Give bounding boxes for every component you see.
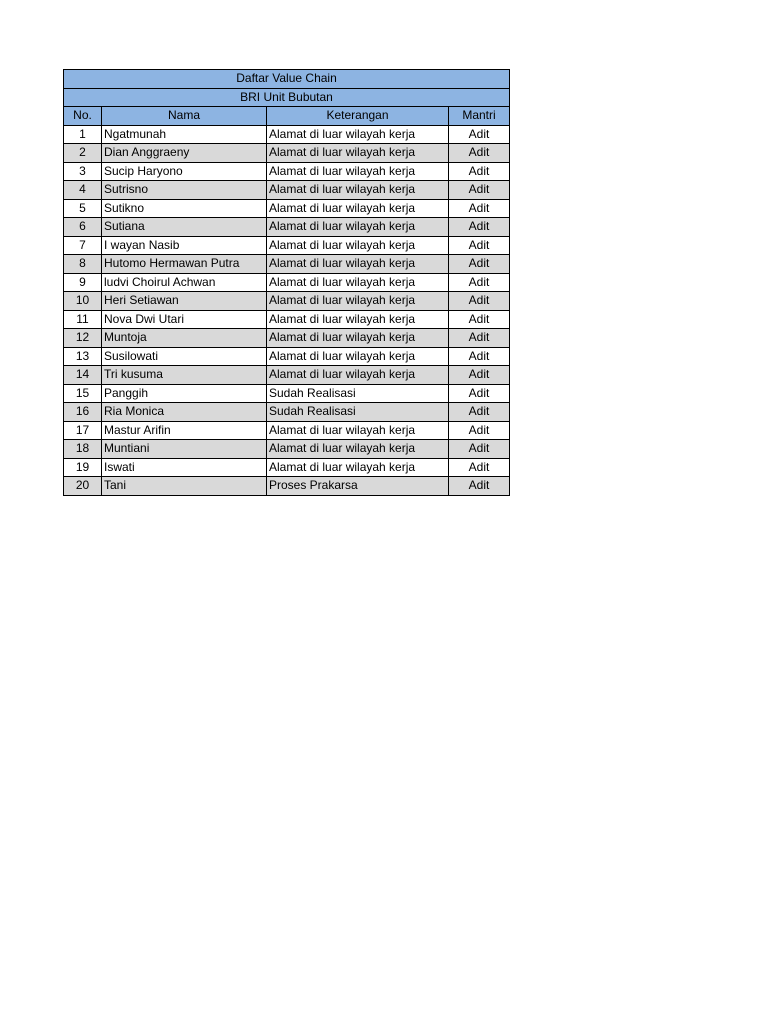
- cell-keterangan[interactable]: Alamat di luar wilayah kerja: [267, 292, 449, 311]
- cell-nama[interactable]: Tani: [102, 477, 267, 496]
- cell-mantri[interactable]: Adit: [449, 347, 510, 366]
- cell-no[interactable]: 1: [64, 125, 102, 144]
- cell-nama[interactable]: Sutikno: [102, 199, 267, 218]
- cell-no[interactable]: 12: [64, 329, 102, 348]
- column-header-row: [64, 107, 510, 126]
- table-row: [64, 181, 510, 200]
- cell-keterangan[interactable]: Alamat di luar wilayah kerja: [267, 144, 449, 163]
- table-row: [64, 347, 510, 366]
- cell-keterangan[interactable]: Sudah Realisasi: [267, 403, 449, 422]
- cell-mantri[interactable]: Adit: [449, 310, 510, 329]
- cell-nama[interactable]: Susilowati: [102, 347, 267, 366]
- table-row: [64, 292, 510, 311]
- title-row: [64, 70, 510, 89]
- cell-mantri[interactable]: Adit: [449, 144, 510, 163]
- cell-nama[interactable]: Hutomo Hermawan Putra: [102, 255, 267, 274]
- cell-mantri[interactable]: Adit: [449, 218, 510, 237]
- cell-keterangan[interactable]: Alamat di luar wilayah kerja: [267, 273, 449, 292]
- cell-nama[interactable]: Sucip Haryono: [102, 162, 267, 181]
- column-header-nama[interactable]: Nama: [102, 107, 267, 126]
- cell-no[interactable]: 7: [64, 236, 102, 255]
- cell-no[interactable]: 16: [64, 403, 102, 422]
- cell-mantri[interactable]: Adit: [449, 458, 510, 477]
- table-row: [64, 458, 510, 477]
- cell-keterangan[interactable]: Alamat di luar wilayah kerja: [267, 255, 449, 274]
- table-row: [64, 199, 510, 218]
- cell-nama[interactable]: ludvi Choirul Achwan: [102, 273, 267, 292]
- cell-keterangan[interactable]: Alamat di luar wilayah kerja: [267, 440, 449, 459]
- cell-mantri[interactable]: Adit: [449, 440, 510, 459]
- cell-mantri[interactable]: Adit: [449, 236, 510, 255]
- table-body: [64, 125, 510, 495]
- table-row: [64, 273, 510, 292]
- cell-no[interactable]: 8: [64, 255, 102, 274]
- cell-nama[interactable]: Sutiana: [102, 218, 267, 237]
- cell-no[interactable]: 17: [64, 421, 102, 440]
- table-row: [64, 329, 510, 348]
- cell-keterangan[interactable]: Alamat di luar wilayah kerja: [267, 218, 449, 237]
- cell-mantri[interactable]: Adit: [449, 384, 510, 403]
- table-row: [64, 384, 510, 403]
- table-row: [64, 310, 510, 329]
- table-row: [64, 403, 510, 422]
- cell-keterangan[interactable]: Sudah Realisasi: [267, 384, 449, 403]
- cell-nama[interactable]: Panggih: [102, 384, 267, 403]
- cell-nama[interactable]: Nova Dwi Utari: [102, 310, 267, 329]
- cell-nama[interactable]: Sutrisno: [102, 181, 267, 200]
- cell-mantri[interactable]: Adit: [449, 329, 510, 348]
- cell-nama[interactable]: Ngatmunah: [102, 125, 267, 144]
- table-row: [64, 125, 510, 144]
- cell-keterangan[interactable]: Alamat di luar wilayah kerja: [267, 366, 449, 385]
- cell-mantri[interactable]: Adit: [449, 477, 510, 496]
- table-row: [64, 477, 510, 496]
- cell-nama[interactable]: I wayan Nasib: [102, 236, 267, 255]
- cell-no[interactable]: 9: [64, 273, 102, 292]
- cell-no[interactable]: 10: [64, 292, 102, 311]
- table-row: [64, 421, 510, 440]
- cell-no[interactable]: 5: [64, 199, 102, 218]
- cell-keterangan[interactable]: Alamat di luar wilayah kerja: [267, 458, 449, 477]
- table-row: [64, 162, 510, 181]
- cell-no[interactable]: 13: [64, 347, 102, 366]
- cell-no[interactable]: 19: [64, 458, 102, 477]
- cell-keterangan[interactable]: Alamat di luar wilayah kerja: [267, 421, 449, 440]
- table-subtitle[interactable]: BRI Unit Bubutan: [64, 88, 510, 107]
- cell-no[interactable]: 20: [64, 477, 102, 496]
- cell-keterangan[interactable]: Alamat di luar wilayah kerja: [267, 347, 449, 366]
- cell-nama[interactable]: Muntoja: [102, 329, 267, 348]
- cell-keterangan[interactable]: Proses Prakarsa: [267, 477, 449, 496]
- cell-mantri[interactable]: Adit: [449, 162, 510, 181]
- spreadsheet-sheet: [63, 69, 509, 496]
- cell-keterangan[interactable]: Alamat di luar wilayah kerja: [267, 236, 449, 255]
- column-header-no[interactable]: No.: [64, 107, 102, 126]
- cell-no[interactable]: 4: [64, 181, 102, 200]
- cell-no[interactable]: 15: [64, 384, 102, 403]
- value-chain-table: [63, 69, 510, 496]
- cell-keterangan[interactable]: Alamat di luar wilayah kerja: [267, 181, 449, 200]
- cell-no[interactable]: 14: [64, 366, 102, 385]
- cell-mantri[interactable]: Adit: [449, 366, 510, 385]
- cell-nama[interactable]: Heri Setiawan: [102, 292, 267, 311]
- cell-no[interactable]: 3: [64, 162, 102, 181]
- cell-nama[interactable]: Tri kusuma: [102, 366, 267, 385]
- cell-keterangan[interactable]: Alamat di luar wilayah kerja: [267, 199, 449, 218]
- subtitle-row: [64, 88, 510, 107]
- cell-no[interactable]: 11: [64, 310, 102, 329]
- cell-mantri[interactable]: Adit: [449, 199, 510, 218]
- cell-keterangan[interactable]: Alamat di luar wilayah kerja: [267, 329, 449, 348]
- cell-mantri[interactable]: Adit: [449, 255, 510, 274]
- cell-nama[interactable]: Iswati: [102, 458, 267, 477]
- cell-nama[interactable]: Mastur Arifin: [102, 421, 267, 440]
- cell-no[interactable]: 18: [64, 440, 102, 459]
- table-row: [64, 255, 510, 274]
- cell-no[interactable]: 6: [64, 218, 102, 237]
- table-row: [64, 440, 510, 459]
- table-row: [64, 144, 510, 163]
- cell-mantri[interactable]: Adit: [449, 181, 510, 200]
- cell-keterangan[interactable]: Alamat di luar wilayah kerja: [267, 310, 449, 329]
- table-row: [64, 218, 510, 237]
- cell-no[interactable]: 2: [64, 144, 102, 163]
- cell-nama[interactable]: Dian Anggraeny: [102, 144, 267, 163]
- cell-nama[interactable]: Muntiani: [102, 440, 267, 459]
- column-header-mantri[interactable]: Mantri: [449, 107, 510, 126]
- table-row: [64, 236, 510, 255]
- cell-keterangan[interactable]: Alamat di luar wilayah kerja: [267, 162, 449, 181]
- cell-mantri[interactable]: Adit: [449, 421, 510, 440]
- cell-mantri[interactable]: Adit: [449, 273, 510, 292]
- column-header-keterangan[interactable]: Keterangan: [267, 107, 449, 126]
- table-title[interactable]: Daftar Value Chain: [64, 70, 510, 89]
- cell-mantri[interactable]: Adit: [449, 403, 510, 422]
- cell-keterangan[interactable]: Alamat di luar wilayah kerja: [267, 125, 449, 144]
- cell-mantri[interactable]: Adit: [449, 125, 510, 144]
- table-row: [64, 366, 510, 385]
- cell-nama[interactable]: Ria Monica: [102, 403, 267, 422]
- cell-mantri[interactable]: Adit: [449, 292, 510, 311]
